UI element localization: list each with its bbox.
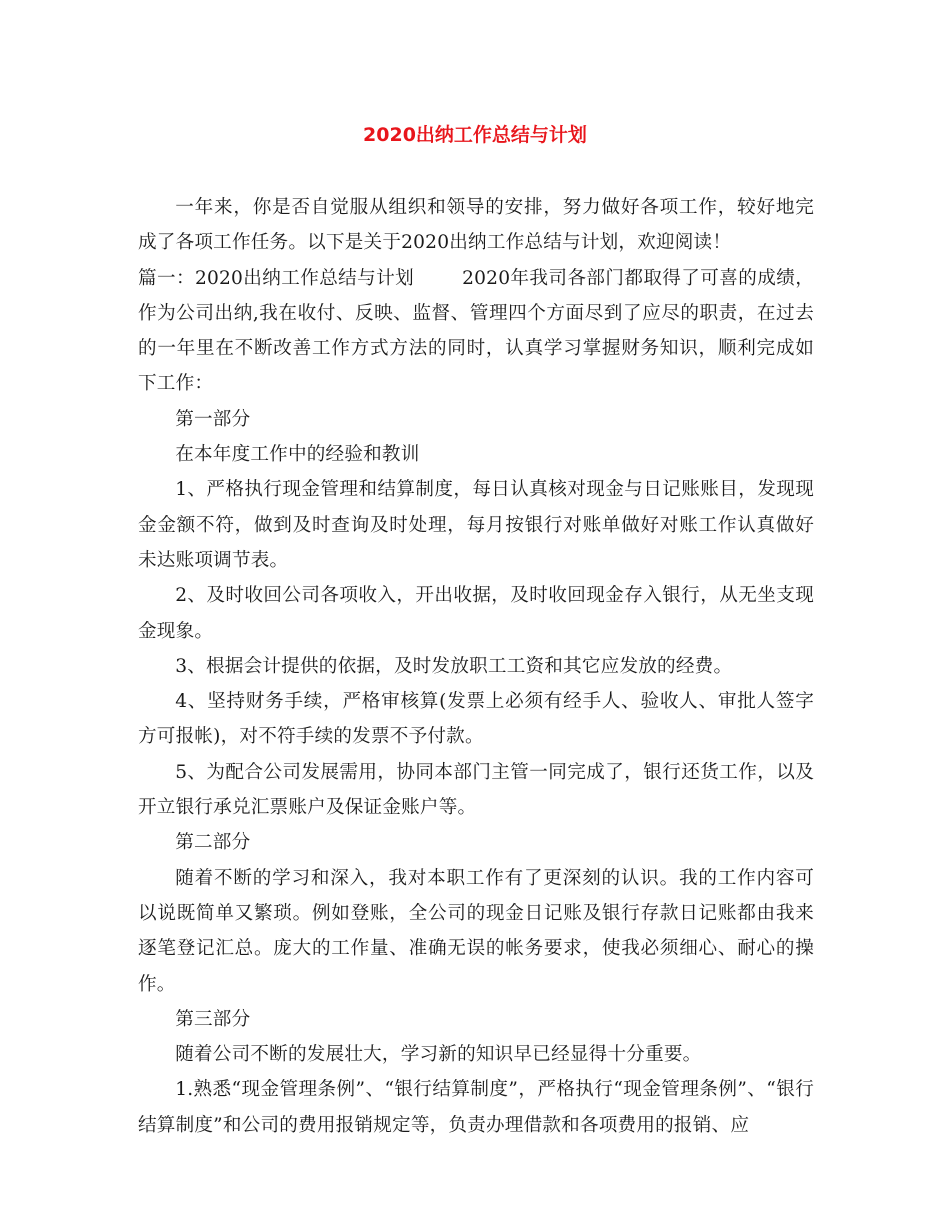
document-body [138, 190, 814, 1143]
item-2-paragraph: 2、及时收回公司各项收入，开出收据，及时收回现金存入银行，从无坐支现金现象。 [138, 585, 814, 642]
section-3-item-1-paragraph: 1.熟悉“现金管理条例”、“银行结算制度”，严格执行“现金管理条例”、“银行结算制度”和公司的费用报销规定等，负责办理借款和各项费用的报销、应 [138, 1079, 814, 1136]
section-1-title: 第一部分 [175, 408, 251, 430]
item-1-paragraph: 1、严格执行现金管理和结算制度，每日认真核对现金与日记账账目，发现现金金额不符，做到及时查询及时处理，每月按银行对账单做好对账工作认真做好未达账项调节表。 [138, 479, 814, 571]
part-one-paragraph [138, 261, 814, 402]
item-3-paragraph: 3、根据会计提供的依据，及时发放职工工资和其它应发放的经费。 [175, 655, 733, 677]
part-one-heading: 篇一：2020出纳工作总结与计划 [138, 267, 415, 289]
document-title: 2020出纳工作总结与计划 [363, 124, 587, 146]
intro-paragraph: 一年来，你是否自觉服从组织和领导的安排，努力做好各项工作，较好地完成了各项工作任务。以下是关于2020出纳工作总结与计划，欢迎阅读！ [138, 197, 814, 254]
section-2-title: 第二部分 [175, 832, 251, 854]
section-1-subtitle: 在本年度工作中的经验和教训 [175, 444, 420, 466]
item-4-paragraph: 4、坚持财务手续，严格审核算(发票上必须有经手人、验收人、审批人签字方可报帐)，对不符手续的发票不予付款。 [138, 691, 814, 748]
section-2-paragraph: 随着不断的学习和深入，我对本职工作有了更深刻的认识。我的工作内容可以说既简单又繁琐。例如登账，全公司的现金日记账及银行存款日记账都由我来逐笔登记汇总。庞大的工作量、准确无误的帐务要求，使我必须细心、耐心的操作。 [138, 867, 814, 995]
section-3-paragraph: 随着公司不断的发展壮大，学习新的知识早已经显得十分重要。 [175, 1044, 702, 1066]
item-5-paragraph: 5、为配合公司发展需用，协同本部门主管一同完成了，银行还货工作，以及开立银行承兑汇票账户及保证金账户等。 [138, 761, 814, 819]
part-one-intro: 2020年我司各部门都取得了可喜的成绩，作为公司出纳,我在收付、反映、监督、管理四个方面尽到了应尽的职责，在过去的一年里在不断改善工作方式方法的同时，认真学习掌握财务知识，顺利完成如下工作： [138, 267, 814, 395]
section-3-title: 第三部分 [175, 1008, 251, 1030]
